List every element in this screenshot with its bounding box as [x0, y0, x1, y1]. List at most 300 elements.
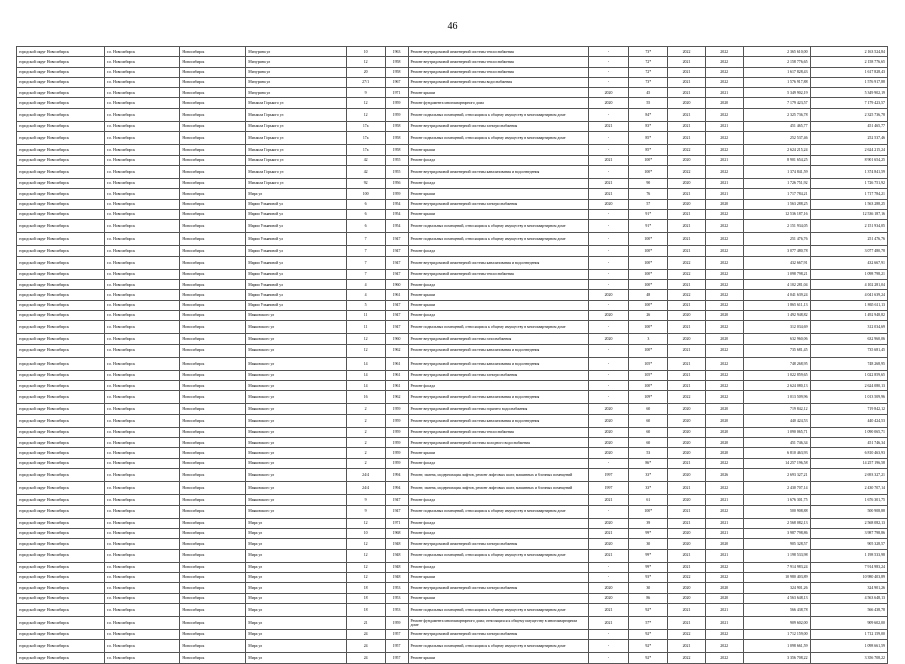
- street-cell: Михаила Горького ул: [246, 178, 347, 188]
- municipality-cell: городской округ Новосибирск: [17, 427, 105, 437]
- locality-cell: Новосибирск: [180, 458, 246, 468]
- street-cell: Марии Ульяновой ул: [246, 246, 347, 256]
- last-repair-year-cell: -: [588, 381, 629, 391]
- municipality-cell: городской округ Новосибирск: [17, 629, 105, 639]
- house-number-cell: 12: [346, 549, 385, 562]
- house-number-cell: 14: [346, 370, 385, 380]
- planned-cost-cell: 2 693 327,21: [743, 469, 810, 482]
- start-year-cell: 2021: [668, 300, 706, 310]
- start-year-cell: 2021: [668, 370, 706, 380]
- settlement-cell: г.о. Новосибирск: [104, 572, 179, 582]
- municipality-cell: городской округ Новосибирск: [17, 77, 105, 87]
- house-number-cell: 18: [346, 593, 385, 603]
- house-number-cell: 24: [346, 653, 385, 663]
- total-cost-cell: 719 842,12: [810, 404, 887, 414]
- settlement-cell: г.о. Новосибирск: [104, 189, 179, 199]
- locality-cell: Новосибирск: [180, 549, 246, 562]
- settlement-cell: г.о. Новосибирск: [104, 414, 179, 427]
- planned-cost-cell: 4 041 639,24: [743, 290, 810, 300]
- street-cell: Мичурина ул: [246, 67, 347, 77]
- table-row: [17, 583, 888, 593]
- work-type-cell: Ремонт подвальных помещений, относящихся к общему имуществу в многоквартирном доме: [408, 505, 588, 518]
- table-row: [17, 178, 888, 188]
- last-repair-year-cell: 2021: [588, 603, 629, 616]
- end-year-cell: 2026: [705, 469, 743, 482]
- build-year-cell: 1948: [385, 572, 408, 582]
- locality-cell: Новосибирск: [180, 47, 246, 57]
- work-type-cell: Ремонт, замена, модернизация лифтов, ремонт лифтовых шахт, машинных и блочных помещений: [408, 469, 588, 482]
- table-row: [17, 381, 888, 391]
- end-year-cell: 2020: [705, 539, 743, 549]
- settlement-cell: г.о. Новосибирск: [104, 448, 179, 458]
- last-repair-year-cell: 2020: [588, 427, 629, 437]
- settlement-cell: г.о. Новосибирск: [104, 539, 179, 549]
- settlement-cell: г.о. Новосибирск: [104, 334, 179, 344]
- planned-cost-cell: 4 563 648,13: [743, 593, 810, 603]
- total-cost-cell: 8 901 654,25: [810, 155, 887, 165]
- planned-cost-cell: 1 676 301,75: [743, 495, 810, 505]
- build-year-cell: 1959: [385, 448, 408, 458]
- work-type-cell: Ремонт внутридомовой инженерной системы электроснабжения: [408, 199, 588, 209]
- house-number-cell: 7: [346, 256, 385, 269]
- last-repair-year-cell: 2021: [588, 155, 629, 165]
- total-cost-cell: 2 151 934,05: [810, 220, 887, 233]
- start-year-cell: 2021: [668, 381, 706, 391]
- locality-cell: Новосибирск: [180, 199, 246, 209]
- end-year-cell: 2022: [705, 300, 743, 310]
- municipality-cell: городской округ Новосибирск: [17, 458, 105, 468]
- municipality-cell: городской округ Новосибирск: [17, 357, 105, 370]
- house-number-cell: 5: [346, 300, 385, 310]
- build-year-cell: 1971: [385, 88, 408, 98]
- start-year-cell: 2022: [668, 653, 706, 663]
- planned-cost-cell: 905 328,57: [743, 539, 810, 549]
- last-repair-year-cell: 2020: [588, 98, 629, 108]
- locality-cell: Новосибирск: [180, 290, 246, 300]
- locality-cell: Новосибирск: [180, 280, 246, 290]
- house-number-cell: 12: [346, 539, 385, 549]
- planned-cost-cell: 252 537,46: [743, 132, 810, 145]
- planned-cost-cell: 2 325 736,78: [743, 108, 810, 121]
- table-row: [17, 482, 888, 495]
- last-repair-year-cell: -: [588, 321, 629, 334]
- start-year-cell: 2021: [668, 121, 706, 131]
- settlement-cell: г.о. Новосибирск: [104, 67, 179, 77]
- work-type-cell: Ремонт крыши: [408, 572, 588, 582]
- end-year-cell: 2022: [705, 47, 743, 57]
- house-number-cell: 27/1: [346, 77, 385, 87]
- work-type-cell: Ремонт фасада: [408, 246, 588, 256]
- last-repair-year-cell: -: [588, 132, 629, 145]
- street-cell: Маяковского ул: [246, 438, 347, 448]
- municipality-cell: городской округ Новосибирск: [17, 220, 105, 233]
- house-number-cell: 7: [346, 233, 385, 246]
- table-row: [17, 209, 888, 219]
- work-type-cell: Ремонт фасада: [408, 458, 588, 468]
- build-year-cell: 1947: [385, 505, 408, 518]
- build-year-cell: 1947: [385, 269, 408, 279]
- settlement-cell: г.о. Новосибирск: [104, 98, 179, 108]
- build-year-cell: 1957: [385, 629, 408, 639]
- total-cost-cell: 7 914 983,24: [810, 562, 887, 572]
- end-year-cell: 2020: [705, 593, 743, 603]
- house-number-cell: 2: [346, 404, 385, 414]
- end-year-cell: 2020: [705, 199, 743, 209]
- start-year-cell: 2020: [668, 178, 706, 188]
- locality-cell: Новосибирск: [180, 653, 246, 663]
- settlement-cell: г.о. Новосибирск: [104, 549, 179, 562]
- build-year-cell: 1948: [385, 549, 408, 562]
- street-cell: Маяковского ул: [246, 344, 347, 357]
- start-year-cell: 2022: [668, 145, 706, 155]
- locality-cell: Новосибирск: [180, 145, 246, 155]
- wear-percent-cell: 100*: [629, 246, 668, 256]
- build-year-cell: 1961: [385, 381, 408, 391]
- house-number-cell: 12: [346, 57, 385, 67]
- wear-percent-cell: 30: [629, 539, 668, 549]
- last-repair-year-cell: 2020: [588, 448, 629, 458]
- total-cost-cell: 451 746,34: [810, 438, 887, 448]
- locality-cell: Новосибирск: [180, 165, 246, 178]
- wear-percent-cell: 84*: [629, 108, 668, 121]
- table-row: [17, 640, 888, 653]
- build-year-cell: 1954: [385, 199, 408, 209]
- work-type-cell: Ремонт фасада: [408, 528, 588, 538]
- total-cost-cell: 500 908,88: [810, 505, 887, 518]
- settlement-cell: г.о. Новосибирск: [104, 404, 179, 414]
- work-type-cell: Ремонт внутридомовой инженерной системы канализования и водоотведения: [408, 414, 588, 427]
- planned-cost-cell: 748 268,95: [743, 357, 810, 370]
- street-cell: Маяковского ул: [246, 357, 347, 370]
- end-year-cell: 2022: [705, 246, 743, 256]
- last-repair-year-cell: -: [588, 220, 629, 233]
- start-year-cell: 2021: [668, 505, 706, 518]
- municipality-cell: городской округ Новосибирск: [17, 593, 105, 603]
- table-row: [17, 121, 888, 131]
- total-cost-cell: 451 465,77: [810, 121, 887, 131]
- build-year-cell: 1959: [385, 404, 408, 414]
- municipality-cell: городской округ Новосибирск: [17, 640, 105, 653]
- municipality-cell: городской округ Новосибирск: [17, 344, 105, 357]
- house-number-cell: 12: [346, 334, 385, 344]
- work-type-cell: Ремонт фасада: [408, 310, 588, 320]
- end-year-cell: 2021: [705, 616, 743, 629]
- total-cost-cell: 7 179 423,57: [810, 98, 887, 108]
- planned-cost-cell: 1 717 784,21: [743, 189, 810, 199]
- start-year-cell: 2021: [668, 88, 706, 98]
- municipality-cell: городской округ Новосибирск: [17, 269, 105, 279]
- last-repair-year-cell: -: [588, 505, 629, 518]
- house-number-cell: 12: [346, 518, 385, 528]
- locality-cell: Новосибирск: [180, 562, 246, 572]
- settlement-cell: г.о. Новосибирск: [104, 603, 179, 616]
- start-year-cell: 2020: [668, 414, 706, 427]
- total-cost-cell: 312 034,69: [810, 321, 887, 334]
- settlement-cell: г.о. Новосибирск: [104, 640, 179, 653]
- wear-percent-cell: 72*: [629, 67, 668, 77]
- start-year-cell: 2021: [668, 220, 706, 233]
- municipality-cell: городской округ Новосибирск: [17, 121, 105, 131]
- end-year-cell: 2022: [705, 321, 743, 334]
- house-number-cell: 11: [346, 321, 385, 334]
- planned-cost-cell: 3 077 480,78: [743, 246, 810, 256]
- locality-cell: Новосибирск: [180, 438, 246, 448]
- settlement-cell: г.о. Новосибирск: [104, 155, 179, 165]
- wear-percent-cell: 85*: [629, 145, 668, 155]
- work-type-cell: Ремонт подвальных помещений, относящихся к общему имуществу в многоквартирном доме: [408, 640, 588, 653]
- wear-percent-cell: 99*: [629, 528, 668, 538]
- house-number-cell: 14: [346, 357, 385, 370]
- settlement-cell: г.о. Новосибирск: [104, 178, 179, 188]
- last-repair-year-cell: -: [588, 391, 629, 404]
- house-number-cell: 4: [346, 280, 385, 290]
- end-year-cell: 2022: [705, 233, 743, 246]
- last-repair-year-cell: -: [588, 280, 629, 290]
- municipality-cell: городской округ Новосибирск: [17, 300, 105, 310]
- start-year-cell: 2021: [668, 280, 706, 290]
- municipality-cell: городской округ Новосибирск: [17, 178, 105, 188]
- street-cell: Маяковского ул: [246, 414, 347, 427]
- street-cell: Маяковского ул: [246, 482, 347, 495]
- build-year-cell: 1959: [385, 189, 408, 199]
- wear-percent-cell: 86*: [629, 458, 668, 468]
- last-repair-year-cell: -: [588, 269, 629, 279]
- end-year-cell: 2022: [705, 629, 743, 639]
- work-type-cell: Ремонт фасада: [408, 280, 588, 290]
- table-row: [17, 220, 888, 233]
- planned-cost-cell: 7 914 983,24: [743, 562, 810, 572]
- planned-cost-cell: 1 712 159,00: [743, 629, 810, 639]
- street-cell: Мира ул: [246, 549, 347, 562]
- work-type-cell: Ремонт крыши: [408, 189, 588, 199]
- end-year-cell: 2021: [705, 121, 743, 131]
- locality-cell: Новосибирск: [180, 414, 246, 427]
- table-row: [17, 616, 888, 629]
- start-year-cell: 2020: [668, 404, 706, 414]
- street-cell: Марии Ульяновой ул: [246, 199, 347, 209]
- build-year-cell: 1962: [385, 391, 408, 404]
- wear-percent-cell: 60: [629, 414, 668, 427]
- planned-cost-cell: 1 576 917,88: [743, 77, 810, 87]
- street-cell: Маяковского ул: [246, 321, 347, 334]
- work-type-cell: Ремонт крыши: [408, 88, 588, 98]
- total-cost-cell: 1 374 841,59: [810, 165, 887, 178]
- build-year-cell: 1963: [385, 47, 408, 57]
- work-type-cell: Ремонт фундамента многоквартирного дома; относящихся к общему имуществу в многоквартирном доме: [408, 616, 588, 629]
- wear-percent-cell: 72*: [629, 57, 668, 67]
- end-year-cell: 2022: [705, 391, 743, 404]
- build-year-cell: 1968: [385, 528, 408, 538]
- last-repair-year-cell: -: [588, 256, 629, 269]
- table-row: [17, 495, 888, 505]
- page-number: 46: [447, 21, 458, 32]
- table-row: [17, 155, 888, 165]
- municipality-cell: городской округ Новосибирск: [17, 290, 105, 300]
- planned-cost-cell: 5 349 902,19: [743, 88, 810, 98]
- build-year-cell: 1960: [385, 334, 408, 344]
- total-cost-cell: 3 987 798,86: [810, 528, 887, 538]
- wear-percent-cell: 109*: [629, 391, 668, 404]
- table-row: [17, 448, 888, 458]
- house-number-cell: 24/4: [346, 469, 385, 482]
- start-year-cell: 2021: [668, 246, 706, 256]
- table-row: [17, 593, 888, 603]
- street-cell: Михаила Горького ул: [246, 155, 347, 165]
- house-number-cell: 2: [346, 414, 385, 427]
- wear-percent-cell: 90: [629, 178, 668, 188]
- municipality-cell: городской округ Новосибирск: [17, 47, 105, 57]
- wear-percent-cell: 83*: [629, 121, 668, 131]
- municipality-cell: городской округ Новосибирск: [17, 370, 105, 380]
- locality-cell: Новосибирск: [180, 495, 246, 505]
- end-year-cell: 2020: [705, 438, 743, 448]
- house-number-cell: 20: [346, 67, 385, 77]
- locality-cell: Новосибирск: [180, 108, 246, 121]
- house-number-cell: 12: [346, 108, 385, 121]
- end-year-cell: 2022: [705, 562, 743, 572]
- last-repair-year-cell: 2020: [588, 518, 629, 528]
- locality-cell: Новосибирск: [180, 381, 246, 391]
- table-row: [17, 98, 888, 108]
- end-year-cell: 2021: [705, 88, 743, 98]
- start-year-cell: 2022: [668, 391, 706, 404]
- settlement-cell: г.о. Новосибирск: [104, 518, 179, 528]
- locality-cell: Новосибирск: [180, 334, 246, 344]
- start-year-cell: 2021: [668, 189, 706, 199]
- work-type-cell: Ремонт фундамента многоквартирного дома: [408, 98, 588, 108]
- settlement-cell: г.о. Новосибирск: [104, 121, 179, 131]
- end-year-cell: 2022: [705, 67, 743, 77]
- total-cost-cell: 10 980 403,89: [810, 572, 887, 582]
- last-repair-year-cell: -: [588, 629, 629, 639]
- locality-cell: Новосибирск: [180, 57, 246, 67]
- planned-cost-cell: 2 158 776,65: [743, 57, 810, 67]
- build-year-cell: 1959: [385, 438, 408, 448]
- house-number-cell: 12: [346, 562, 385, 572]
- street-cell: Мира ул: [246, 562, 347, 572]
- municipality-cell: городской округ Новосибирск: [17, 246, 105, 256]
- house-number-cell: 42: [346, 155, 385, 165]
- build-year-cell: 1955: [385, 165, 408, 178]
- last-repair-year-cell: 2020: [588, 290, 629, 300]
- table-row: [17, 539, 888, 549]
- wear-percent-cell: 85*: [629, 132, 668, 145]
- planned-cost-cell: 1 374 841,59: [743, 165, 810, 178]
- house-number-cell: 9: [346, 505, 385, 518]
- street-cell: Мира ул: [246, 603, 347, 616]
- end-year-cell: 2022: [705, 220, 743, 233]
- street-cell: Марии Ульяновой ул: [246, 233, 347, 246]
- municipality-cell: городской округ Новосибирск: [17, 209, 105, 219]
- wear-percent-cell: 33*: [629, 469, 668, 482]
- build-year-cell: 1994: [385, 482, 408, 495]
- municipality-cell: городской округ Новосибирск: [17, 562, 105, 572]
- table-row: [17, 572, 888, 582]
- last-repair-year-cell: 2020: [588, 583, 629, 593]
- planned-cost-cell: 1 563 288,25: [743, 199, 810, 209]
- total-cost-cell: 3 356 708,22: [810, 653, 887, 663]
- municipality-cell: городской округ Новосибирск: [17, 438, 105, 448]
- planned-cost-cell: 1 022 859,65: [743, 370, 810, 380]
- municipality-cell: городской округ Новосибирск: [17, 108, 105, 121]
- municipality-cell: городской округ Новосибирск: [17, 616, 105, 629]
- wear-percent-cell: 3: [629, 334, 668, 344]
- locality-cell: Новосибирск: [180, 269, 246, 279]
- wear-percent-cell: 76: [629, 189, 668, 199]
- locality-cell: Новосибирск: [180, 246, 246, 256]
- total-cost-cell: 6 810 463,93: [810, 448, 887, 458]
- build-year-cell: 1959: [385, 616, 408, 629]
- end-year-cell: 2022: [705, 572, 743, 582]
- table-row: [17, 246, 888, 256]
- street-cell: Михаила Горького ул: [246, 98, 347, 108]
- total-cost-cell: 252 537,46: [810, 132, 887, 145]
- settlement-cell: г.о. Новосибирск: [104, 593, 179, 603]
- start-year-cell: 2021: [668, 108, 706, 121]
- planned-cost-cell: 440 424,53: [743, 414, 810, 427]
- start-year-cell: 2022: [668, 290, 706, 300]
- repair-schedule-table: [16, 46, 888, 664]
- table-row: [17, 528, 888, 538]
- house-number-cell: 2: [346, 427, 385, 437]
- municipality-cell: городской округ Новосибирск: [17, 572, 105, 582]
- table-row: [17, 280, 888, 290]
- street-cell: Мира ул: [246, 518, 347, 528]
- wear-percent-cell: 39: [629, 518, 668, 528]
- work-type-cell: Ремонт подвальных помещений, относящихся к общему имуществу в многоквартирном доме: [408, 549, 588, 562]
- total-cost-cell: 1 676 301,75: [810, 495, 887, 505]
- municipality-cell: городской округ Новосибирск: [17, 482, 105, 495]
- house-number-cell: 24/4: [346, 482, 385, 495]
- build-year-cell: 1947: [385, 233, 408, 246]
- start-year-cell: 2020: [668, 539, 706, 549]
- wear-percent-cell: 100*: [629, 256, 668, 269]
- build-year-cell: 1961: [385, 357, 408, 370]
- house-number-cell: 12: [346, 98, 385, 108]
- settlement-cell: г.о. Новосибирск: [104, 391, 179, 404]
- house-number-cell: 14: [346, 381, 385, 391]
- start-year-cell: 2020: [668, 438, 706, 448]
- wear-percent-cell: 93*: [629, 572, 668, 582]
- planned-cost-cell: 1 013 509,96: [743, 391, 810, 404]
- build-year-cell: 1958: [385, 132, 408, 145]
- total-cost-cell: 909 602,00: [810, 616, 887, 629]
- end-year-cell: 2022: [705, 209, 743, 219]
- start-year-cell: 2020: [668, 334, 706, 344]
- table-row: [17, 414, 888, 427]
- wear-percent-cell: 57*: [629, 616, 668, 629]
- table-row: [17, 469, 888, 482]
- start-year-cell: 2021: [668, 518, 706, 528]
- total-cost-cell: 4 102 281,04: [810, 280, 887, 290]
- total-cost-cell: 905 328,57: [810, 539, 887, 549]
- last-repair-year-cell: -: [588, 108, 629, 121]
- end-year-cell: 2020: [705, 404, 743, 414]
- last-repair-year-cell: 2020: [588, 404, 629, 414]
- locality-cell: Новосибирск: [180, 404, 246, 414]
- build-year-cell: 1959: [385, 108, 408, 121]
- work-type-cell: Ремонт, замена, модернизация лифтов, ремонт лифтовых шахт, машинных и блочных помещений: [408, 482, 588, 495]
- total-cost-cell: 2 624 215,24: [810, 145, 887, 155]
- total-cost-cell: 1 198 533,98: [810, 549, 887, 562]
- last-repair-year-cell: -: [588, 562, 629, 572]
- end-year-cell: 2022: [705, 256, 743, 269]
- total-cost-cell: 2 163 524,84: [810, 47, 887, 57]
- last-repair-year-cell: -: [588, 57, 629, 67]
- build-year-cell: 1947: [385, 256, 408, 269]
- build-year-cell: 1958: [385, 57, 408, 67]
- end-year-cell: 2022: [705, 381, 743, 391]
